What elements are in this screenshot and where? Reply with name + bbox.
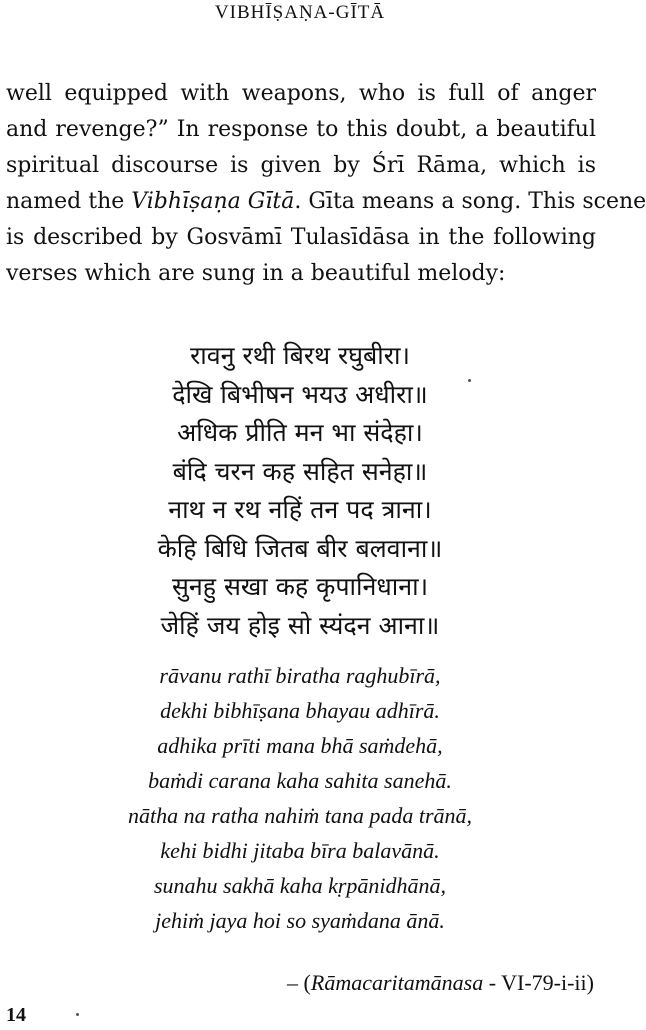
paragraph-line: well equipped with weapons, who is full of anger	[6, 81, 596, 106]
citation-prefix: – (	[287, 970, 311, 995]
print-speck	[76, 1013, 79, 1016]
transliteration-line: rāvanu rathī biratha raghubīrā,	[159, 663, 441, 688]
body-paragraph	[6, 76, 646, 292]
devanagari-verse-line: अधिक प्रीति मन भा संदेहा।	[177, 418, 423, 447]
transliteration-line: jehiṁ jaya hoi so syaṁdana ānā.	[155, 908, 445, 933]
running-header: VIBHĪṢAṆA-GĪTĀ	[214, 2, 386, 23]
devanagari-verse-line: जेहिं जय होइ सो स्यंदन आना॥	[160, 610, 440, 640]
page-number: 14	[6, 1004, 26, 1026]
paragraph-line: and revenge?” In response to this doubt, a beautiful	[6, 117, 596, 142]
paragraph-text: . Gīta means a song. This scene	[294, 189, 646, 214]
transliteration-line: adhika prīti mana bhā saṁdehā,	[157, 733, 443, 758]
transliteration-line: dekhi bibhīṣana bhayau adhīrā.	[160, 698, 440, 723]
paragraph-line	[6, 184, 646, 220]
transliteration-line: sunahu sakhā kaha kṛpānidhānā,	[153, 873, 447, 898]
verse-citation	[287, 968, 594, 998]
paragraph-line: verses which are sung in a beautiful melody:	[6, 261, 506, 286]
devanagari-verse-line: देखि बिभीषन भयउ अधीरा॥	[172, 379, 428, 409]
paragraph-line: spiritual discourse is given by Śrī Rāma, which is	[6, 153, 596, 178]
devanagari-verse-line: रावनु रथी बिरथ रघुबीरा।	[190, 341, 410, 370]
print-speck	[468, 379, 471, 382]
devanagari-verse-line: बंदि चरन कह सहित सनेहा॥	[172, 456, 428, 486]
devanagari-verses	[0, 337, 600, 645]
transliterated-verses	[0, 658, 600, 938]
devanagari-verse-line: सुनहु सखा कह कृपानिधाना।	[171, 572, 429, 601]
paragraph-text: named the	[6, 189, 132, 214]
transliteration-line: kehi bidhi jitaba bīra balavānā.	[160, 838, 440, 863]
citation-reference: - VI-79-i-ii)	[483, 970, 594, 995]
transliteration-line: baṁdi carana kaha sahita sanehā.	[148, 768, 452, 793]
devanagari-verse-line: नाथ न रथ नहिं तन पद त्राना।	[168, 495, 432, 524]
devanagari-verse-line: केहि बिधि जितब बीर बलवाना॥	[157, 533, 443, 563]
transliteration-line: nātha na ratha nahiṁ tana pada trānā,	[127, 803, 473, 828]
citation-work: Rāmacaritamānasa	[310, 970, 484, 995]
gita-title-italic: Vibhīṣaṇa Gītā	[131, 189, 295, 214]
paragraph-line: is described by Gosvāmī Tulasīdāsa in the following	[6, 225, 596, 250]
